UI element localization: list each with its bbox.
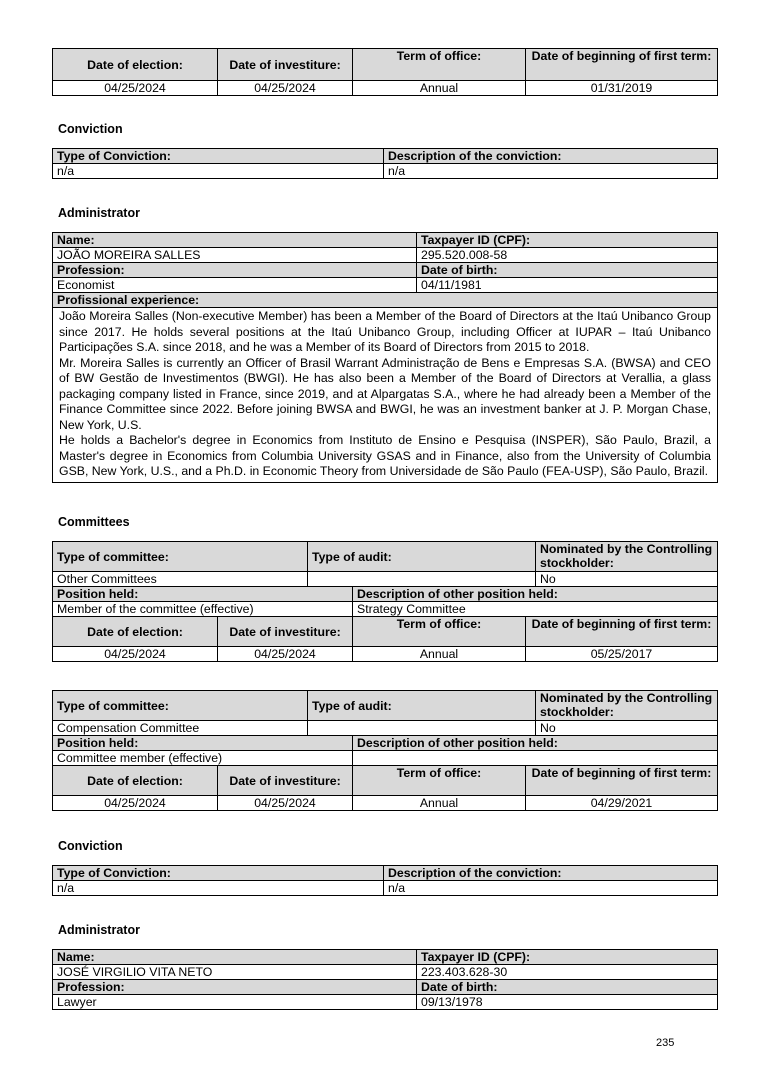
- conviction-heading-2: Conviction: [58, 839, 123, 853]
- first-term-header: Date of beginning of first term:: [526, 49, 718, 81]
- experience-paragraph-1: João Moreira Salles (Non-executive Member) has been a Member of the Board of Directors at the Itaú Unibanco Group since 2017. He holds several positions at the Itaú Unibanco Group, including Officer at IUPAR – Itaú Unibanco Participações S.A. since 2018, and he was a Member of its Board of Directors from 2015 to 2018.: [59, 309, 711, 354]
- experience-paragraph-2: Mr. Moreira Salles is currently an Officer of Brasil Warrant Administração de Bens e Empresas S.A. (BWSA) and CEO of BW Gestão de Investimentos (BWGI). He has also been a Member of the Board of Directors at Verallia, a glass packaging company listed in France, since 2019, and at Alpargatas S.A., where he had already been a Member of the Finance Committee since 2022. Before joining BWSA and BWGI, he was an investment banker at J. P. Morgan Chase, New York, U.S.: [59, 355, 711, 432]
- other-position-label: Description of other position held:: [353, 587, 718, 602]
- term-of-office-value: Annual: [353, 647, 526, 662]
- date-of-investiture-value: 04/25/2024: [218, 81, 353, 96]
- nominated-value: No: [536, 721, 718, 736]
- conviction-type-value: n/a: [53, 164, 384, 179]
- administrator-table-2: [52, 949, 717, 1010]
- date-of-election-header: Date of election:: [53, 766, 218, 796]
- term-of-office-header: Term of office:: [353, 766, 526, 796]
- conviction-type-label: Type of Conviction:: [53, 866, 384, 881]
- experience-paragraph-3: He holds a Bachelor's degree in Economics from Instituto de Ensino e Pesquisa (INSPER), São Paulo, Brazil, a Master's degree in Economics from Columbia University GSAS and in Finance, also from the University of Columbia GSB, New York, U.S., and a Ph.D. in Economic Theory from Universidade de São Paulo (FEA-USP), São Paulo, Brazil.: [59, 433, 711, 478]
- date-of-election-value: 04/25/2024: [53, 647, 218, 662]
- committee-type-label: Type of committee:: [53, 691, 308, 721]
- date-of-election-value: 04/25/2024: [53, 796, 218, 811]
- name-value: JOÃO MOREIRA SALLES: [53, 248, 417, 263]
- position-held-label: Position held:: [53, 736, 353, 751]
- committee-type-label: Type of committee:: [53, 542, 308, 572]
- first-term-value: 05/25/2017: [526, 647, 718, 662]
- term-of-office-value: Annual: [353, 796, 526, 811]
- other-position-value: [353, 751, 718, 766]
- term-of-office-header: Term of office:: [353, 49, 526, 81]
- conviction-type-label: Type of Conviction:: [53, 149, 384, 164]
- other-position-value: Strategy Committee: [353, 602, 718, 617]
- nominated-label: Nominated by the Controlling stockholder:: [536, 691, 718, 721]
- conviction-desc-label: Description of the conviction:: [384, 866, 718, 881]
- experience-text: [53, 308, 718, 483]
- profession-value: Lawyer: [53, 995, 417, 1010]
- committee-table-2: [52, 690, 717, 811]
- term-table-1: [52, 48, 717, 96]
- date-of-election-header: Date of election:: [53, 49, 218, 81]
- first-term-header: Date of beginning of first term:: [526, 617, 718, 647]
- audit-type-value: [308, 721, 536, 736]
- profession-value: Economist: [53, 278, 417, 293]
- other-position-label: Description of other position held:: [353, 736, 718, 751]
- dob-value: 09/13/1978: [417, 995, 718, 1010]
- audit-type-value: [308, 572, 536, 587]
- position-held-value: Member of the committee (effective): [53, 602, 353, 617]
- cpf-value: 223.403.628-30: [417, 965, 718, 980]
- name-label: Name:: [53, 233, 417, 248]
- first-term-value: 01/31/2019: [526, 81, 718, 96]
- date-of-investiture-header: Date of investiture:: [218, 766, 353, 796]
- nominated-value: No: [536, 572, 718, 587]
- dob-label: Date of birth:: [417, 263, 718, 278]
- position-held-value: Committee member (effective): [53, 751, 353, 766]
- first-term-value: 04/29/2021: [526, 796, 718, 811]
- profession-label: Profession:: [53, 980, 417, 995]
- date-of-investiture-value: 04/25/2024: [218, 647, 353, 662]
- page-number: 235: [656, 1037, 675, 1049]
- date-of-election-value: 04/25/2024: [53, 81, 218, 96]
- audit-type-label: Type of audit:: [308, 542, 536, 572]
- administrator-table-1: [52, 232, 717, 483]
- position-held-label: Position held:: [53, 587, 353, 602]
- profession-label: Profession:: [53, 263, 417, 278]
- first-term-header: Date of beginning of first term:: [526, 766, 718, 796]
- experience-label: Profissional experience:: [53, 293, 718, 308]
- conviction-type-value: n/a: [53, 881, 384, 896]
- cpf-label: Taxpayer ID (CPF):: [417, 233, 718, 248]
- conviction-table-1: [52, 148, 717, 179]
- date-of-election-header: Date of election:: [53, 617, 218, 647]
- date-of-investiture-value: 04/25/2024: [218, 796, 353, 811]
- conviction-table-2: [52, 865, 717, 896]
- conviction-desc-value: n/a: [384, 164, 718, 179]
- dob-value: 04/11/1981: [417, 278, 718, 293]
- name-label: Name:: [53, 950, 417, 965]
- dob-label: Date of birth:: [417, 980, 718, 995]
- audit-type-label: Type of audit:: [308, 691, 536, 721]
- committee-table-1: [52, 541, 717, 662]
- committee-type-value: Compensation Committee: [53, 721, 308, 736]
- cpf-value: 295.520.008-58: [417, 248, 718, 263]
- date-of-investiture-header: Date of investiture:: [218, 49, 353, 81]
- cpf-label: Taxpayer ID (CPF):: [417, 950, 718, 965]
- committees-heading: Committees: [58, 515, 130, 529]
- term-of-office-value: Annual: [353, 81, 526, 96]
- conviction-desc-value: n/a: [384, 881, 718, 896]
- conviction-desc-label: Description of the conviction:: [384, 149, 718, 164]
- date-of-investiture-header: Date of investiture:: [218, 617, 353, 647]
- nominated-label: Nominated by the Controlling stockholder:: [536, 542, 718, 572]
- term-of-office-header: Term of office:: [353, 617, 526, 647]
- administrator-heading-2: Administrator: [58, 923, 140, 937]
- administrator-heading-1: Administrator: [58, 206, 140, 220]
- conviction-heading-1: Conviction: [58, 122, 123, 136]
- committee-type-value: Other Committees: [53, 572, 308, 587]
- name-value: JOSÉ VIRGILIO VITA NETO: [53, 965, 417, 980]
